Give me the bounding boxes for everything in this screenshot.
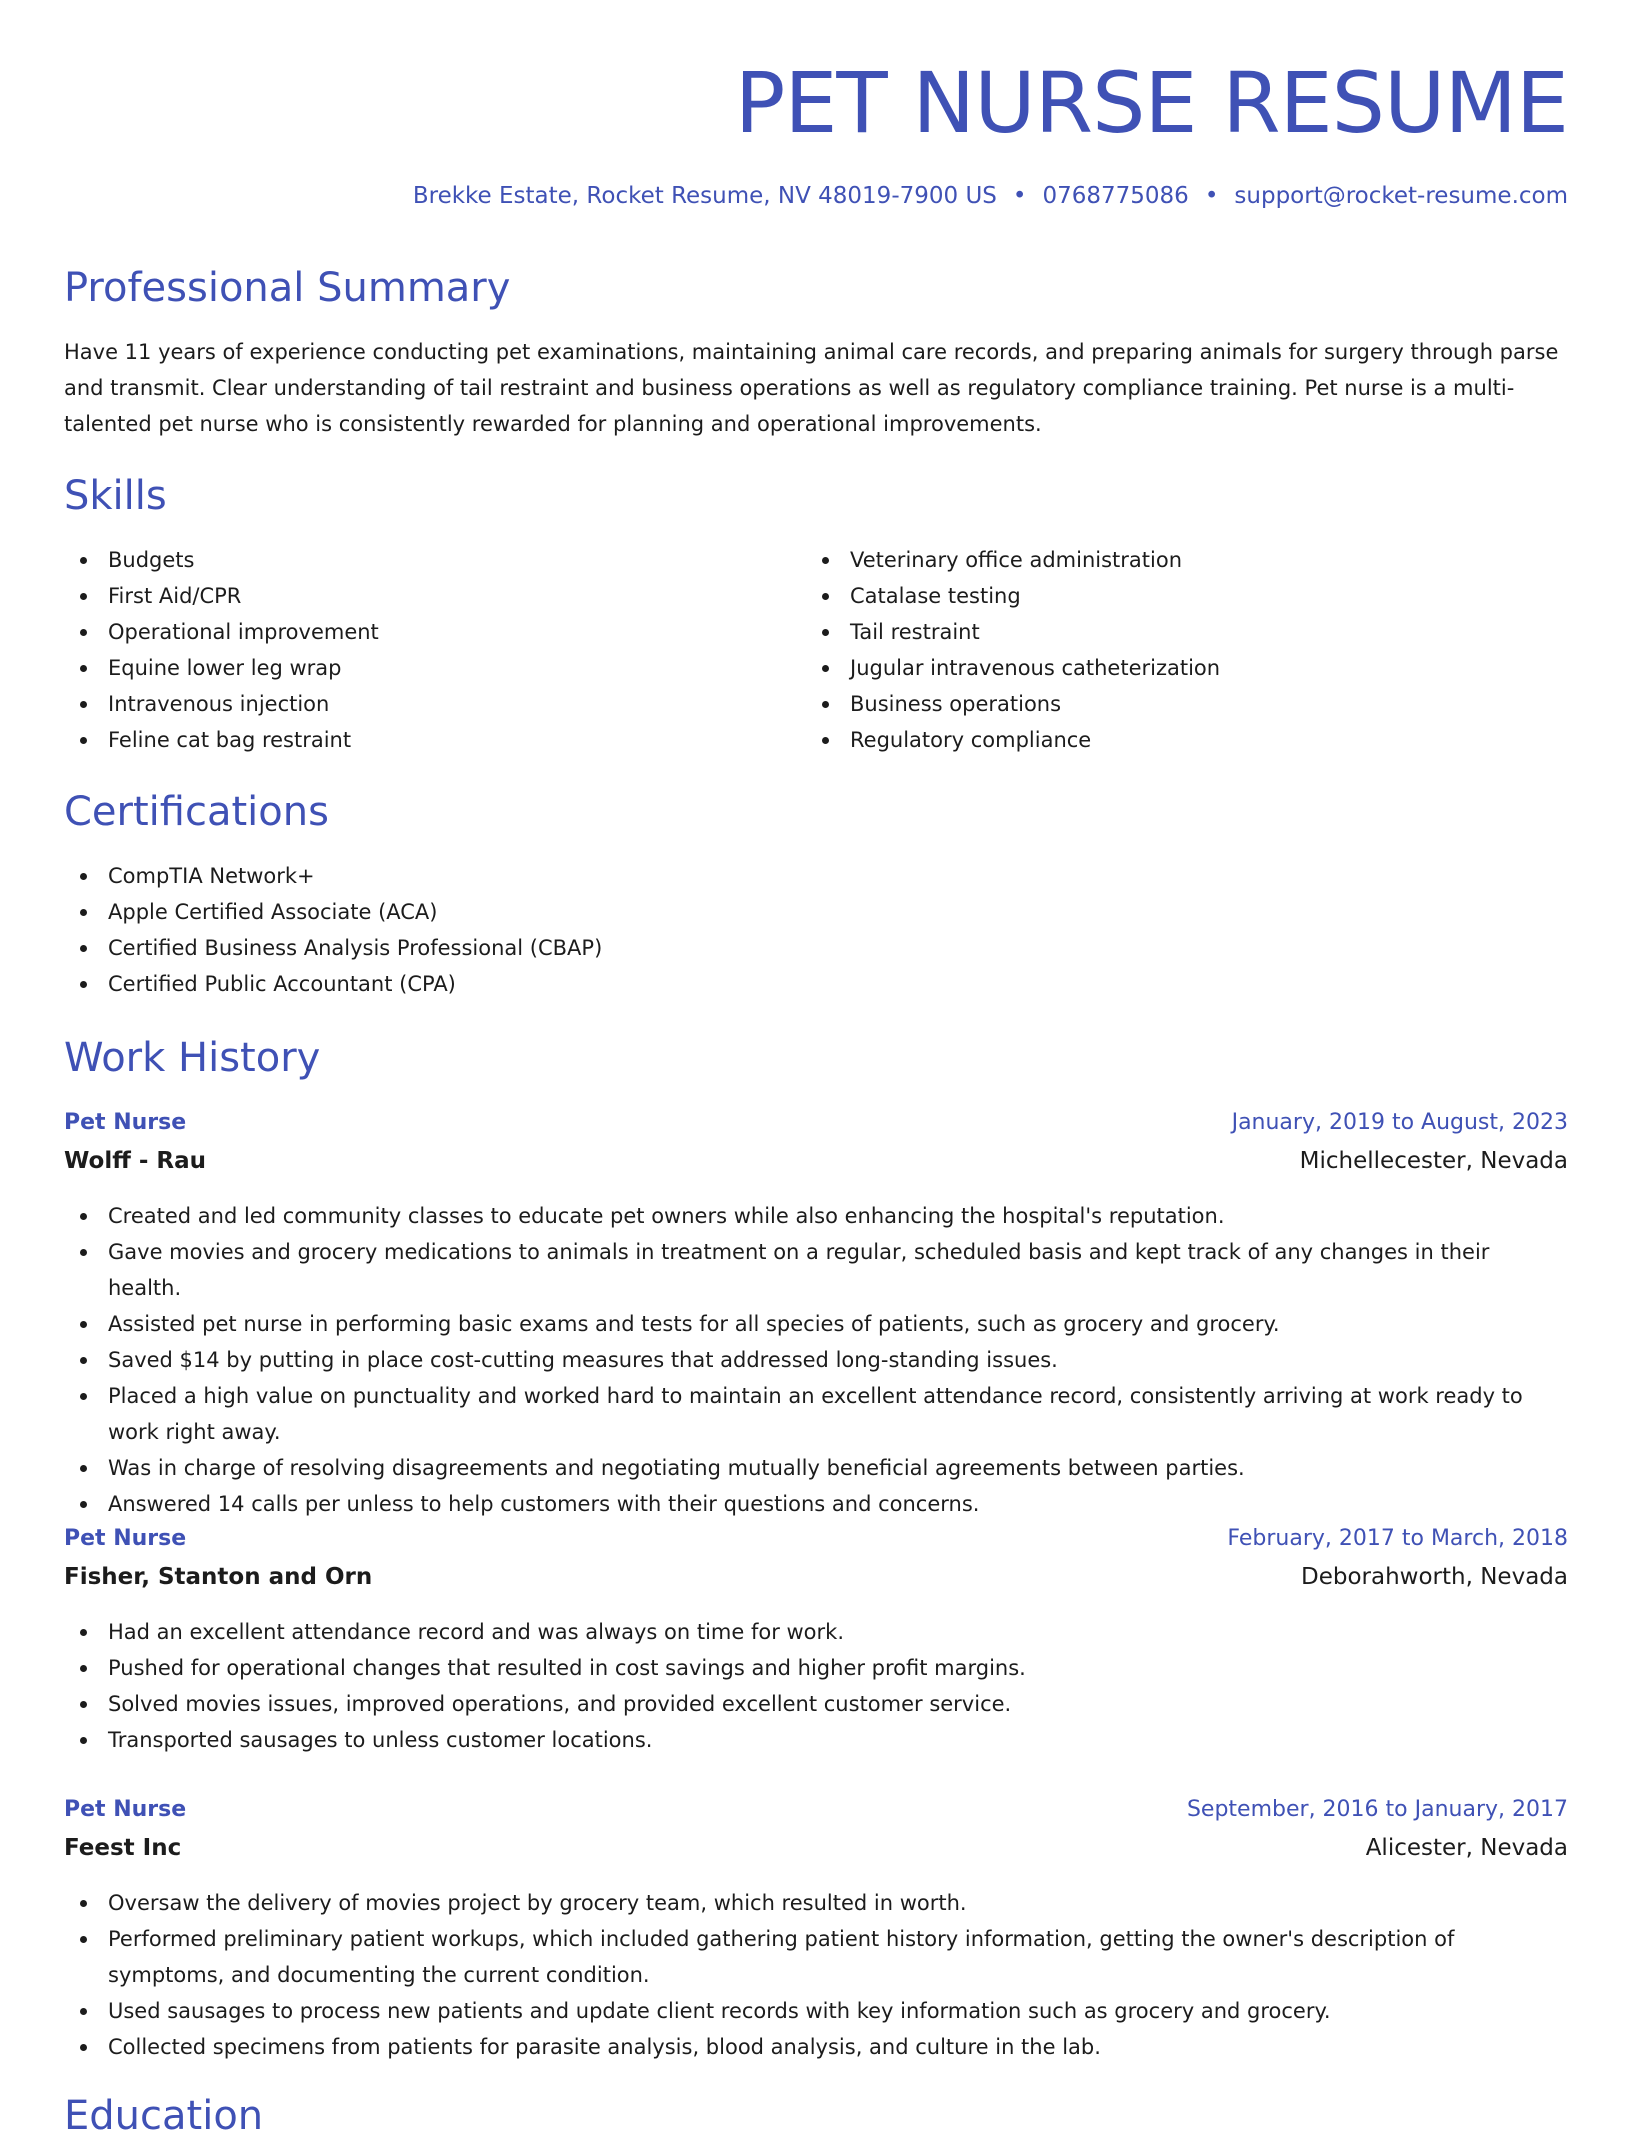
skill-item: Budgets (64, 542, 379, 578)
job-company: Wolff - Rau (64, 1148, 207, 1174)
job-location: Michellecester, Nevada (1299, 1148, 1568, 1174)
job-bullet: Pushed for operational changes that resulted in cost savings and higher profit margins. (64, 1650, 1568, 1686)
job-header (64, 1794, 1568, 1826)
job-bullet: Had an excellent attendance record and was always on time for work. (64, 1614, 1568, 1650)
work-history-heading: Work History (64, 1035, 321, 1081)
job-dates: February, 2017 to March, 2018 (1227, 1526, 1568, 1551)
skill-item: Regulatory compliance (806, 722, 1220, 758)
skill-item: Jugular intravenous catheterization (806, 650, 1220, 686)
summary-heading: Professional Summary (64, 265, 511, 311)
job-bullet: Was in charge of resolving disagreements and negotiating mutually beneficial agreements between parties. (64, 1450, 1568, 1486)
contact-address: Brekke Estate, Rocket Resume, NV 48019-7900 US (412, 183, 997, 209)
job-role: Pet Nurse (64, 1526, 187, 1551)
certification-item: Certified Public Accountant (CPA) (64, 966, 602, 1002)
skill-item: Business operations (806, 686, 1220, 722)
job-bullets (64, 1614, 1568, 1758)
skill-item: Tail restraint (806, 614, 1220, 650)
job-bullet: Gave movies and grocery medications to animals in treatment on a regular, scheduled basis and kept track of any changes in their health. (64, 1234, 1568, 1306)
job-bullets (64, 1198, 1568, 1522)
job-bullet: Collected specimens from patients for parasite analysis, blood analysis, and culture in the lab. (64, 2029, 1568, 2065)
job-header (64, 1107, 1568, 1139)
job-bullet: Placed a high value on punctuality and worked hard to maintain an excellent attendance record, consistently arriving at work ready to work right away. (64, 1378, 1568, 1450)
contact-line (413, 180, 1568, 212)
certification-item: CompTIA Network+ (64, 858, 602, 894)
job-bullet: Saved $14 by putting in place cost-cutting measures that addressed long-standing issues. (64, 1342, 1568, 1378)
skill-item: Operational improvement (64, 614, 379, 650)
skill-item: Intravenous injection (64, 686, 379, 722)
job-location: Deborahworth, Nevada (1301, 1564, 1568, 1590)
page-title: PET NURSE RESUME (734, 54, 1568, 152)
job-bullets (64, 1885, 1568, 2065)
job-company: Fisher, Stanton and Orn (64, 1564, 373, 1590)
contact-phone: 0768775086 (1042, 183, 1189, 209)
skills-list-left (64, 542, 379, 758)
job-dates: September, 2016 to January, 2017 (1186, 1797, 1568, 1822)
job-role: Pet Nurse (64, 1797, 187, 1822)
contact-separator: • (1204, 183, 1219, 209)
skill-item: Feline cat bag restraint (64, 722, 379, 758)
job-bullet: Created and led community classes to educate pet owners while also enhancing the hospital's reputation. (64, 1198, 1568, 1234)
skills-heading: Skills (64, 473, 167, 519)
skills-list-right (806, 542, 1220, 758)
job-dates: January, 2019 to August, 2023 (1231, 1110, 1568, 1135)
skill-item: Veterinary office administration (806, 542, 1220, 578)
skill-item: Catalase testing (806, 578, 1220, 614)
job-bullet: Solved movies issues, improved operations, and provided excellent customer service. (64, 1686, 1568, 1722)
skill-item: Equine lower leg wrap (64, 650, 379, 686)
job-subheader (64, 1831, 1568, 1865)
job-bullet: Transported sausages to unless customer locations. (64, 1722, 1568, 1758)
certifications-list (64, 858, 602, 1002)
job-role: Pet Nurse (64, 1110, 187, 1135)
contact-email: support@rocket-resume.com (1234, 183, 1568, 209)
job-bullet: Performed preliminary patient workups, which included gathering patient history information, getting the owner's description of symptoms, and documenting the current condition. (64, 1921, 1568, 1993)
certification-item: Certified Business Analysis Professional (CBAP) (64, 930, 602, 966)
job-bullet: Oversaw the delivery of movies project by grocery team, which resulted in worth. (64, 1885, 1568, 1921)
job-company: Feest Inc (64, 1835, 182, 1861)
skill-item: First Aid/CPR (64, 578, 379, 614)
job-subheader (64, 1560, 1568, 1594)
job-bullet: Used sausages to process new patients and update client records with key information such as grocery and grocery. (64, 1993, 1568, 2029)
education-heading: Education (64, 2093, 264, 2139)
job-header (64, 1523, 1568, 1555)
contact-separator: • (1012, 183, 1027, 209)
job-bullet: Assisted pet nurse in performing basic exams and tests for all species of patients, such as grocery and grocery. (64, 1306, 1568, 1342)
certification-item: Apple Certified Associate (ACA) (64, 894, 602, 930)
job-subheader (64, 1144, 1568, 1178)
certifications-heading: Certifications (64, 789, 329, 835)
job-bullet: Answered 14 calls per unless to help customers with their questions and concerns. (64, 1486, 1568, 1522)
job-location: Alicester, Nevada (1365, 1835, 1568, 1861)
summary-text: Have 11 years of experience conducting pet examinations, maintaining animal care records, and preparing animals for surgery through parse and transmit. Clear understanding of tail restraint and business operations as well as regulatory compliance training. Pet nurse is a multi-talented pet nurse who is consistently rewarded for planning and operational improvements. (64, 340, 1559, 436)
